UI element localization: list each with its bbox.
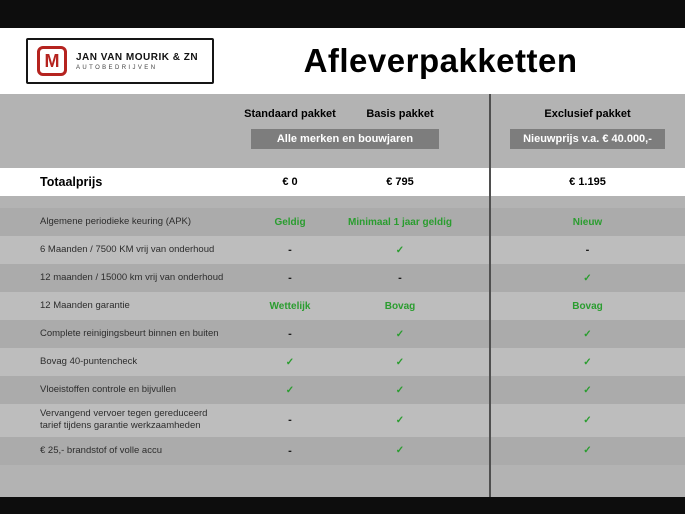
row-value: Minimaal 1 jaar geldig bbox=[348, 216, 452, 228]
row-label: Vloeistoffen controle en bijvullen bbox=[40, 383, 177, 395]
row-value: ✓ bbox=[583, 356, 592, 368]
row-value: ✓ bbox=[395, 356, 405, 368]
table-row bbox=[0, 404, 685, 437]
row-label: Algemene periodieke keuring (APK) bbox=[40, 215, 192, 227]
column-header-basis: Basis pakket bbox=[366, 108, 434, 120]
badge-nieuwprijs: Nieuwprijs v.a. € 40.000,- bbox=[510, 129, 665, 149]
row-value: - bbox=[585, 244, 590, 256]
row-value: ✓ bbox=[583, 384, 592, 396]
table-row bbox=[0, 437, 685, 465]
logo-monogram-icon: M bbox=[37, 46, 67, 76]
row-label: 12 maanden / 15000 km vrij van onderhoud bbox=[40, 271, 224, 283]
company-subtitle: AUTOBEDRIJVEN bbox=[76, 64, 158, 71]
table-row bbox=[0, 292, 685, 320]
table-row bbox=[0, 348, 685, 376]
company-name: JAN VAN MOURIK & ZN bbox=[76, 51, 199, 63]
row-value: ✓ bbox=[395, 328, 405, 340]
row-value: Geldig bbox=[274, 216, 306, 228]
column-header-exclusief: Exclusief pakket bbox=[544, 108, 631, 120]
table-header bbox=[0, 94, 685, 168]
feature-rows bbox=[0, 208, 685, 465]
top-bar bbox=[0, 0, 685, 28]
row-value: ✓ bbox=[583, 272, 592, 284]
row-label: 6 Maanden / 7500 KM vrij van onderhoud bbox=[40, 243, 215, 255]
row-label: € 25,- brandstof of volle accu bbox=[40, 444, 162, 456]
company-logo bbox=[26, 38, 214, 84]
row-value: - bbox=[288, 328, 292, 340]
row-value: - bbox=[288, 244, 292, 256]
price-basis: € 795 bbox=[386, 176, 414, 188]
table-row bbox=[0, 208, 685, 236]
table-row bbox=[0, 264, 685, 292]
row-value: ✓ bbox=[395, 414, 405, 426]
column-headers bbox=[0, 108, 685, 120]
page-title: Afleverpakketten bbox=[303, 42, 578, 79]
row-value: - bbox=[288, 272, 292, 284]
table-row bbox=[0, 320, 685, 348]
row-value: Bovag bbox=[384, 300, 416, 312]
row-value: ✓ bbox=[395, 445, 405, 457]
badge-row bbox=[0, 129, 685, 149]
logo-text bbox=[76, 52, 198, 71]
row-value: ✓ bbox=[583, 414, 592, 426]
row-value: - bbox=[288, 414, 292, 427]
price-standaard: € 0 bbox=[282, 176, 298, 188]
row-value: Bovag bbox=[572, 300, 603, 312]
table-row bbox=[0, 376, 685, 404]
row-value: - bbox=[288, 444, 292, 457]
row-value: ✓ bbox=[395, 384, 405, 396]
price-row-label: Totaalprijs bbox=[40, 175, 103, 189]
row-value: Wettelijk bbox=[269, 300, 311, 312]
row-value: ✓ bbox=[583, 328, 592, 340]
row-value: - bbox=[398, 272, 402, 284]
row-value: ✓ bbox=[285, 356, 295, 368]
header bbox=[0, 28, 685, 94]
row-value: Nieuw bbox=[572, 216, 603, 228]
row-label: Vervangend vervoer tegen gereduceerd tarief tijdens garantie werkzaamheden bbox=[40, 408, 208, 432]
bottom-bar bbox=[0, 497, 685, 514]
row-value: ✓ bbox=[285, 384, 295, 396]
column-header-standaard: Standaard pakket bbox=[244, 108, 336, 120]
price-row bbox=[0, 168, 685, 196]
row-label: 12 Maanden garantie bbox=[40, 299, 130, 311]
badge-alle-merken: Alle merken en bouwjaren bbox=[251, 129, 439, 149]
row-value: ✓ bbox=[583, 445, 592, 457]
table-row bbox=[0, 236, 685, 264]
price-exclusief: € 1.195 bbox=[569, 176, 606, 188]
row-value: ✓ bbox=[395, 244, 405, 256]
column-divider bbox=[489, 94, 491, 497]
row-label: Complete reinigingsbeurt binnen en buiten bbox=[40, 327, 219, 339]
row-label: Bovag 40-puntencheck bbox=[40, 355, 138, 367]
